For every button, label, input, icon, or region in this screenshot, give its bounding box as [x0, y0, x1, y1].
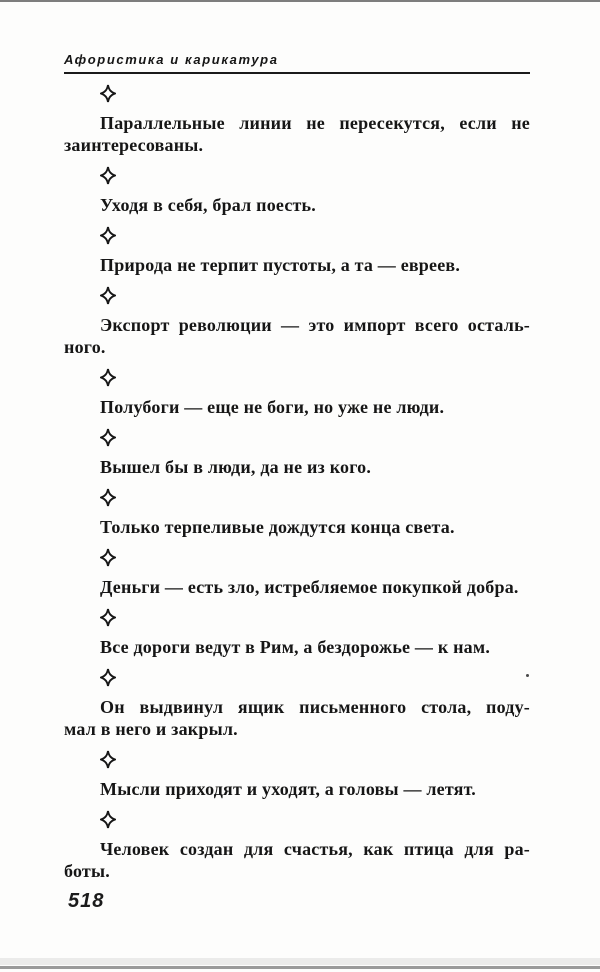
diamond-separator-icon	[100, 608, 116, 627]
diamond-separator-icon	[100, 84, 116, 103]
aphorism-line: Полубоги — еще не боги, но уже не люди.	[100, 397, 445, 417]
diamond-separator-icon	[100, 368, 116, 387]
aphorism-block	[64, 368, 530, 418]
diamond-separator-icon	[100, 226, 116, 245]
aphorism-line: ного.	[64, 337, 106, 357]
aphorism-block	[64, 166, 530, 216]
aphorism-block	[64, 226, 530, 276]
aphorism-block	[64, 608, 530, 658]
aphorism-line: Все дороги ведут в Рим, а бездорожье — к нам.	[100, 637, 491, 657]
aphorism-line: Человек создан для счастья, как птица для ра-	[100, 839, 530, 859]
aphorism-block	[64, 548, 530, 598]
aphorism-block	[64, 488, 530, 538]
aphorism-line: Он выдвинул ящик письменного стола, поду-	[100, 697, 530, 717]
aphorism-line: Деньги — есть зло, истребляемое покупкой добра.	[100, 577, 519, 597]
diamond-separator-icon	[100, 488, 116, 507]
aphorism-line: Уходя в себя, брал поесть.	[100, 195, 316, 215]
diamond-separator-icon	[100, 428, 116, 447]
scan-edge-line	[0, 966, 600, 969]
running-header: Афористика и карикатура	[64, 52, 279, 67]
aphorism-block	[64, 84, 530, 156]
page-number: 518	[68, 890, 105, 912]
aphorism-line: Только терпеливые дождутся конца света.	[100, 517, 455, 537]
scan-artifact-dot	[526, 674, 529, 677]
page-header	[64, 52, 530, 74]
aphorism-line: Природа не терпит пустоты, а та — евреев.	[100, 255, 461, 275]
scan-edge-top	[0, 0, 600, 2]
diamond-separator-icon	[100, 286, 116, 305]
aphorism-line: мал в него и закрыл.	[64, 719, 238, 739]
diamond-separator-icon	[100, 750, 116, 769]
aphorism-line: Вышел бы в люди, да не из кого.	[100, 457, 372, 477]
diamond-separator-icon	[100, 548, 116, 567]
diamond-separator-icon	[100, 668, 116, 687]
aphorism-line: боты.	[64, 861, 110, 881]
aphorism-block	[64, 286, 530, 358]
header-rule	[64, 72, 530, 74]
diamond-separator-icon	[100, 810, 116, 829]
aphorism-block	[64, 668, 530, 740]
aphorism-block	[64, 428, 530, 478]
aphorisms-list	[64, 84, 530, 882]
aphorism-line: Параллельные линии не пересекутся, если не	[100, 113, 530, 133]
aphorism-line: заинтересованы.	[64, 135, 204, 155]
aphorism-line: Экспорт революции — это импорт всего осталь-	[100, 315, 530, 335]
scan-edge-band	[0, 958, 600, 965]
diamond-separator-icon	[100, 166, 116, 185]
aphorism-line: Мысли приходят и уходят, а головы — летят.	[100, 779, 476, 799]
aphorism-block	[64, 750, 530, 800]
aphorism-block	[64, 810, 530, 882]
